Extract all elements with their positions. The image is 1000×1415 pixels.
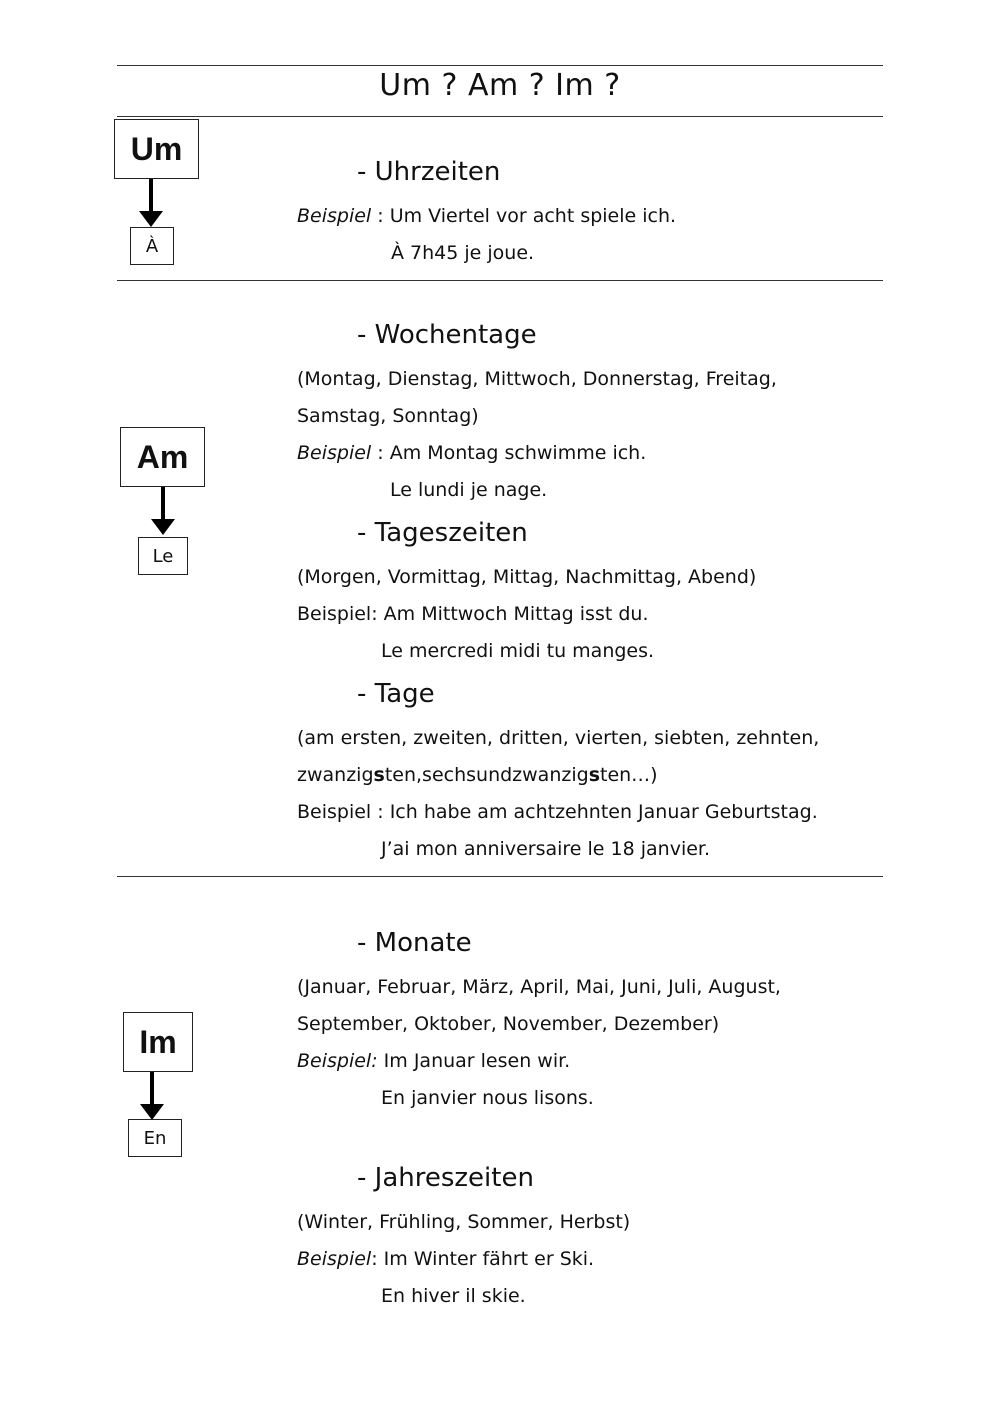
im-monate-example-german: Im Januar lesen wir. bbox=[377, 1050, 571, 1072]
am-heading-tage: - Tage bbox=[357, 679, 435, 709]
im-jahreszeiten-example bbox=[297, 1248, 594, 1270]
im-monate-example bbox=[297, 1050, 570, 1072]
um-translation-box: À bbox=[130, 227, 174, 265]
im-jahreszeiten-example-label: Beispiel bbox=[297, 1248, 372, 1270]
am-tage-list-2 bbox=[297, 764, 658, 786]
am-tageszeiten-list: (Morgen, Vormittag, Mittag, Nachmittag, Abend) bbox=[297, 566, 757, 588]
title-underline-rule bbox=[117, 116, 883, 117]
im-down-arrow-icon bbox=[140, 1072, 164, 1120]
am-tageszeiten-example-french: Le mercredi midi tu manges. bbox=[381, 640, 655, 662]
am-wochentage-example bbox=[297, 442, 646, 464]
am-translation-box: Le bbox=[138, 537, 188, 575]
am-wochentage-example-german: Am Montag schwimme ich. bbox=[389, 442, 647, 464]
um-section-rule bbox=[117, 280, 883, 281]
im-translation-box: En bbox=[128, 1119, 182, 1157]
am-heading-wochentage: - Wochentage bbox=[357, 320, 537, 350]
am-tage-list-2-part-a: zwanzig bbox=[297, 764, 374, 786]
am-tage-list-2-bold-s-2: s bbox=[588, 764, 600, 786]
im-jahreszeiten-example-german: : Im Winter fährt er Ski. bbox=[371, 1248, 595, 1270]
im-monate-example-french: En janvier nous lisons. bbox=[381, 1087, 594, 1109]
am-wochentage-example-french: Le lundi je nage. bbox=[390, 479, 548, 501]
am-tage-example: Beispiel : Ich habe am achtzehnten Januar Geburtstag. bbox=[297, 801, 818, 823]
am-keyword-box: Am bbox=[120, 427, 205, 487]
im-heading-jahreszeiten: - Jahreszeiten bbox=[357, 1163, 534, 1193]
am-wochentage-example-separator: : bbox=[371, 442, 390, 464]
am-tageszeiten-example: Beispiel: Am Mittwoch Mittag isst du. bbox=[297, 603, 649, 625]
um-example-german: Um Viertel vor acht spiele ich. bbox=[389, 205, 677, 227]
um-example-separator: : bbox=[371, 205, 390, 227]
um-down-arrow-icon bbox=[139, 179, 163, 227]
im-jahreszeiten-list: (Winter, Frühling, Sommer, Herbst) bbox=[297, 1211, 631, 1233]
am-tage-list-2-part-c: ten,sechsundzwanzig bbox=[384, 764, 589, 786]
im-monate-list-2: September, Oktober, November, Dezember) bbox=[297, 1013, 720, 1035]
im-keyword-box: Im bbox=[123, 1012, 193, 1072]
am-wochentage-example-label: Beispiel bbox=[297, 442, 372, 464]
page-title: Um ? Am ? Im ? bbox=[379, 68, 621, 103]
am-down-arrow-icon bbox=[151, 487, 175, 535]
am-wochentage-list-1: (Montag, Dienstag, Mittwoch, Donnerstag, Freitag, bbox=[297, 368, 777, 390]
um-keyword-box: Um bbox=[114, 119, 199, 179]
am-section-rule bbox=[117, 876, 883, 877]
um-heading-uhrzeiten: - Uhrzeiten bbox=[357, 157, 501, 187]
am-heading-tageszeiten: - Tageszeiten bbox=[357, 518, 528, 548]
um-example-label: Beispiel bbox=[297, 205, 372, 227]
am-tage-list-2-part-e: ten…) bbox=[600, 764, 658, 786]
im-jahreszeiten-example-french: En hiver il skie. bbox=[381, 1285, 526, 1307]
im-heading-monate: - Monate bbox=[357, 928, 472, 958]
im-monate-example-label: Beispiel: bbox=[297, 1050, 378, 1072]
am-tage-example-french: J’ai mon anniversaire le 18 janvier. bbox=[381, 838, 711, 860]
um-example-french: À 7h45 je joue. bbox=[391, 242, 535, 264]
am-tage-list-2-bold-s-1: s bbox=[373, 764, 385, 786]
im-monate-list-1: (Januar, Februar, März, April, Mai, Juni, Juli, August, bbox=[297, 976, 781, 998]
um-example-line bbox=[297, 205, 676, 227]
am-tage-list-1: (am ersten, zweiten, dritten, vierten, siebten, zehnten, bbox=[297, 727, 820, 749]
am-wochentage-list-2: Samstag, Sonntag) bbox=[297, 405, 479, 427]
top-rule bbox=[117, 65, 883, 66]
